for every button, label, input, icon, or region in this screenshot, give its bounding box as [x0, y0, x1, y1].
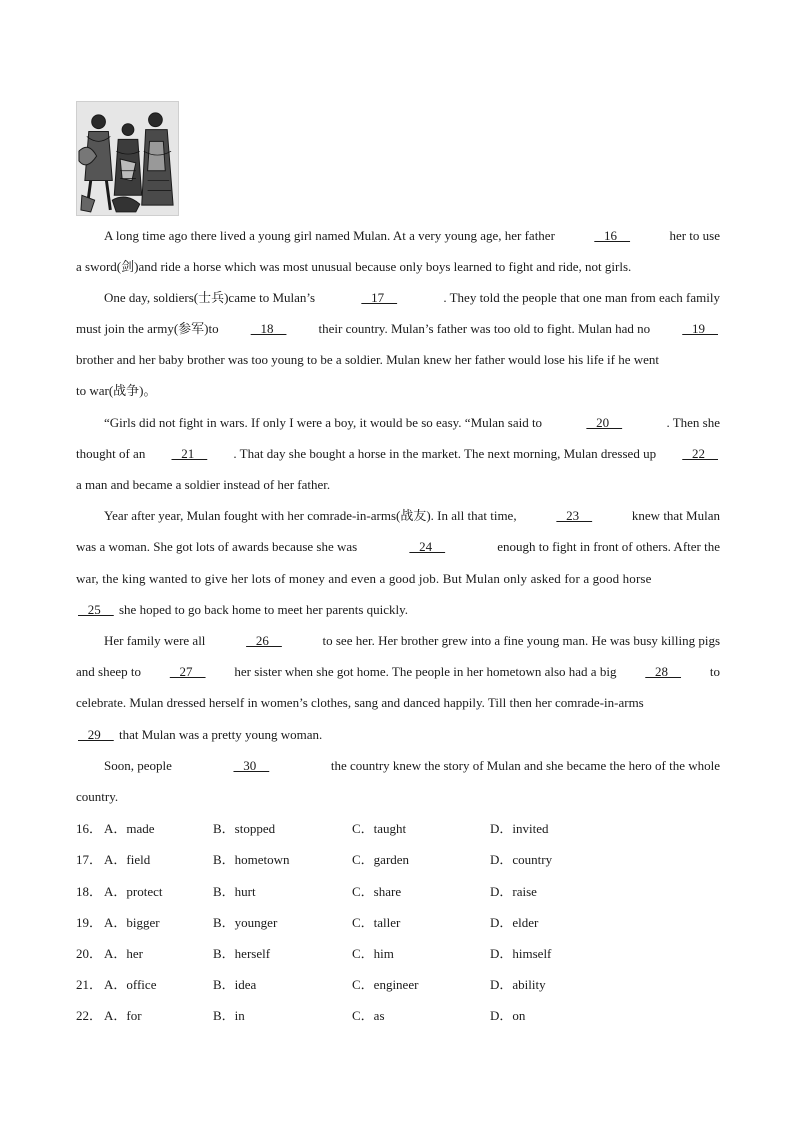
blank-21: 21 [171, 446, 208, 461]
passage-line: thought of an 21 . That day she bought a horse in the market. The next morning, Mulan dressed up 22 [76, 444, 720, 464]
question-number: 18． [76, 884, 103, 899]
blank-19: 19 [682, 321, 718, 336]
passage-line: One day, soldiers(士兵)came to Mulan’s 17 . They told the people that one man from each family [104, 288, 720, 308]
question-number: 19． [76, 915, 103, 930]
question-number: 17． [76, 852, 103, 867]
option-b[interactable]: B．stopped [213, 821, 276, 836]
blank-29: 29 [78, 727, 114, 742]
option-d[interactable]: D．raise [490, 884, 537, 899]
passage-line: A long time ago there lived a young girl named Mulan. At a very young age, her father 16 her to use [104, 226, 720, 246]
option-a[interactable]: A．made [104, 821, 155, 836]
passage-line: to war(战争)。 [76, 383, 157, 398]
passage-line: and sheep to 27 her sister when she got home. The people in her hometown also had a big 28 to [76, 662, 720, 682]
passage-line: celebrate. Mulan dressed herself in women’s clothes, sang and danced happily. Till then her comrade-in-arms [76, 695, 644, 710]
option-c[interactable]: C．taught [352, 821, 407, 836]
blank-28: 28 [645, 664, 682, 679]
blank-18: 18 [250, 321, 287, 336]
passage-line: must join the army(参军)to 18 their country. Mulan’s father was too old to fight. Mulan had no 19 [76, 319, 720, 339]
option-b[interactable]: B．in [213, 1008, 245, 1023]
option-c[interactable]: C．as [352, 1008, 385, 1023]
option-a[interactable]: A．for [104, 1008, 142, 1023]
option-d[interactable]: D．ability [490, 977, 546, 992]
option-c[interactable]: C．garden [352, 852, 410, 867]
question-row-19 [76, 913, 720, 933]
question-row-18 [76, 882, 720, 902]
option-b[interactable]: B．hurt [213, 884, 256, 899]
option-a[interactable]: A．her [104, 946, 143, 961]
passage-line: Her family were all 26 to see her. Her brother grew into a fine young man. He was busy killing pigs [104, 631, 720, 651]
blank-23: 23 [556, 508, 593, 523]
passage-line: war, the king wanted to give her lots of money and even a good job. But Mulan only asked for a good horse [76, 571, 652, 586]
question-number: 21． [76, 977, 103, 992]
blank-26: 26 [246, 633, 282, 648]
blank-25: 25 [78, 602, 114, 617]
blank-20: 20 [586, 415, 623, 430]
blank-27: 27 [169, 664, 206, 679]
question-row-22 [76, 1006, 720, 1026]
passage-line: was a woman. She got lots of awards because she was 24 enough to fight in front of others. After the [76, 537, 720, 557]
question-number: 22． [76, 1008, 103, 1023]
option-c[interactable]: C．taller [352, 915, 401, 930]
passage-line: “Girls did not fight in wars. If only I were a boy, it would be so easy. “Mulan said to 20 . Then she [104, 413, 720, 433]
mulan-illustration [76, 101, 179, 216]
option-d[interactable]: D．himself [490, 946, 552, 961]
option-c[interactable]: C．share [352, 884, 402, 899]
passage-line: Soon, people 30 the country knew the story of Mulan and she became the hero of the whole [104, 756, 720, 776]
option-d[interactable]: D．elder [490, 915, 539, 930]
blank-17: 17 [361, 290, 398, 305]
question-row-21 [76, 975, 720, 995]
question-number: 20． [76, 946, 103, 961]
passage-line: a man and became a soldier instead of her father. [76, 477, 331, 492]
option-b[interactable]: B．younger [213, 915, 278, 930]
option-c[interactable]: C．him [352, 946, 394, 961]
passage-line: 29 that Mulan was a pretty young woman. [78, 727, 323, 742]
option-b[interactable]: B．herself [213, 946, 271, 961]
passage-line: brother and her baby brother was too young to be a soldier. Mulan knew her father would lose his life if he went [76, 352, 660, 367]
option-a[interactable]: A．office [104, 977, 157, 992]
option-a[interactable]: A．protect [104, 884, 163, 899]
blank-22: 22 [682, 446, 718, 461]
option-d[interactable]: D．invited [490, 821, 549, 836]
question-row-20 [76, 944, 720, 964]
question-row-16 [76, 819, 720, 839]
option-a[interactable]: A．field [104, 852, 151, 867]
question-number: 16． [76, 821, 103, 836]
passage-line: country. [76, 789, 119, 804]
blank-30: 30 [233, 758, 270, 773]
passage-line: a sword(剑)and ride a horse which was most unusual because only boys learned to fight and ride, not girls. [76, 259, 632, 274]
option-b[interactable]: B．idea [213, 977, 257, 992]
question-row-17 [76, 850, 720, 870]
passage-line: Year after year, Mulan fought with her comrade-in-arms(战友). In all that time, 23 knew that Mulan [104, 506, 720, 526]
blank-24: 24 [409, 539, 446, 554]
woodcut-figures-image [77, 102, 178, 215]
blank-16: 16 [594, 228, 631, 243]
option-d[interactable]: D．on [490, 1008, 526, 1023]
option-c[interactable]: C．engineer [352, 977, 419, 992]
passage-line: 25 she hoped to go back home to meet her parents quickly. [78, 602, 409, 617]
option-d[interactable]: D．country [490, 852, 553, 867]
option-b[interactable]: B．hometown [213, 852, 290, 867]
option-a[interactable]: A．bigger [104, 915, 160, 930]
